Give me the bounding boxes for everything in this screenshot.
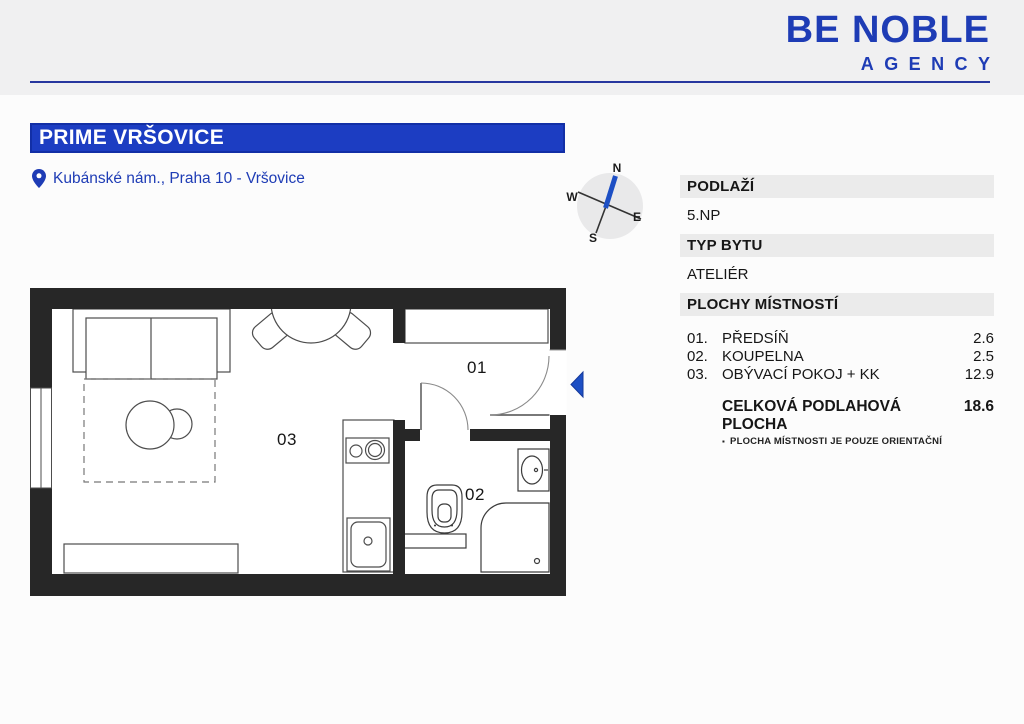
- room-name: PŘEDSÍŇ: [722, 330, 789, 347]
- listing-address-row: [32, 169, 305, 188]
- room-name: KOUPELNA: [722, 348, 804, 365]
- room-row-bath: [680, 348, 994, 366]
- rooms-section-header: PLOCHY MÍSTNOSTÍ: [680, 293, 994, 316]
- kitchen-counter-icon: [343, 420, 394, 572]
- logo-subtitle: AGENCY: [860, 53, 1001, 74]
- compass-label-n: N: [612, 161, 622, 175]
- closet-icon: [405, 309, 548, 343]
- wall-left-upper: [30, 288, 52, 388]
- header-rule: [30, 81, 990, 83]
- wall-bottom: [30, 574, 566, 596]
- room-label-hall: 01: [467, 358, 487, 377]
- floorplan: [30, 288, 590, 596]
- room-area: 2.5: [973, 348, 994, 365]
- total-area-label: CELKOVÁ PODLAHOVÁ PLOCHA: [722, 398, 902, 433]
- location-pin-icon: [32, 169, 46, 188]
- room-label-living: 03: [277, 430, 297, 449]
- total-area-value: 18.6: [963, 398, 994, 415]
- window-icon: [31, 388, 52, 488]
- room-number: 01.: [687, 330, 708, 347]
- brand-logo: [785, 9, 1001, 75]
- floor-section-header: PODLAŽÍ: [680, 175, 994, 198]
- footnote-text: PLOCHA MÍSTNOSTI JE POUZE ORIENTAČNÍ: [730, 436, 943, 447]
- sofa-icon: [73, 309, 230, 379]
- entrance-arrow-icon: [571, 372, 583, 397]
- type-section-header: TYP BYTU: [680, 234, 994, 257]
- type-value: ATELIÉR: [687, 266, 749, 283]
- compass-label-s: S: [588, 231, 598, 245]
- entrance-opening: [550, 350, 567, 415]
- listing-address: Kubánské nám., Praha 10 - Vršovice: [53, 169, 305, 187]
- wall-right-upper: [550, 288, 566, 350]
- room-label-bath: 02: [465, 485, 485, 504]
- room-row-living: [680, 366, 994, 384]
- floor-value: 5.NP: [687, 207, 721, 224]
- room-number: 03.: [687, 366, 708, 383]
- compass-label-w: W: [566, 190, 578, 204]
- footnote-bullet-icon: ▪: [722, 436, 726, 446]
- wall-stub-hall: [393, 309, 405, 343]
- compass-label-e: E: [632, 210, 642, 224]
- wall-kitchen-bath: [393, 420, 405, 574]
- rooms-list: [680, 330, 994, 384]
- total-area-row: [680, 398, 994, 433]
- listing-title-bar: [30, 123, 565, 153]
- compass: [560, 155, 664, 259]
- room-area: 12.9: [964, 366, 994, 383]
- footnote: [680, 436, 994, 447]
- washbasin-icon: [518, 449, 549, 491]
- logo-wordmark: BE NOBLE: [785, 9, 990, 51]
- wall-hall-bath-right: [470, 429, 550, 441]
- room-number: 02.: [687, 348, 708, 365]
- room-name: OBÝVACÍ POKOJ + KK: [722, 366, 880, 383]
- shower-icon: [481, 503, 549, 572]
- room-area: 2.6: [973, 330, 994, 347]
- cabinet-icon: [64, 544, 238, 573]
- wall-right-lower: [550, 415, 566, 596]
- wall-hall-bath-left: [405, 429, 420, 441]
- wall-top: [30, 288, 566, 309]
- listing-title: PRIME VRŠOVICE: [39, 126, 225, 149]
- room-row-hall: [680, 330, 994, 348]
- details-panel: [680, 175, 994, 447]
